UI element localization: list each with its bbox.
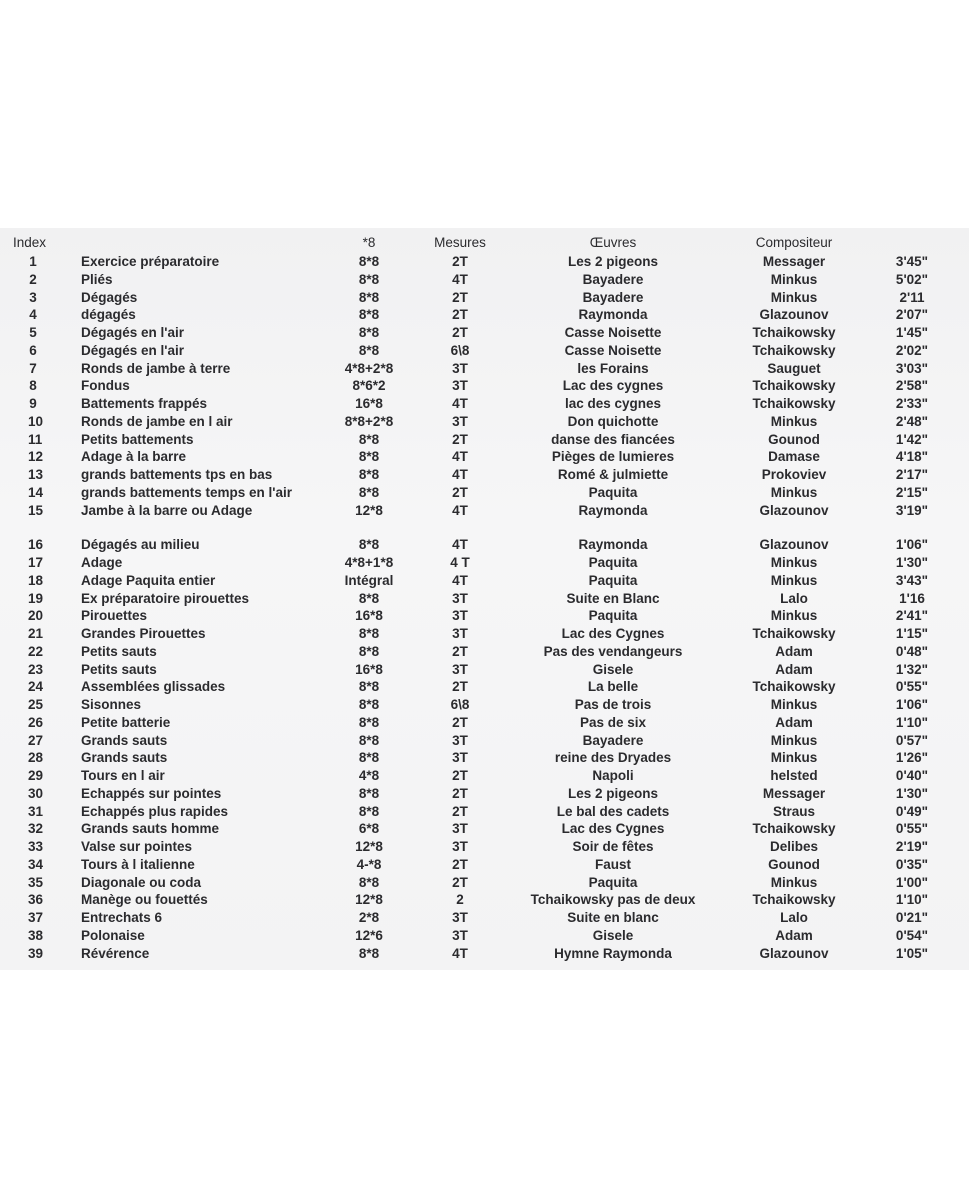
row-index: 8: [29, 378, 37, 394]
row-index: 38: [28, 927, 44, 943]
table-row: 14 grands battements temps en l'air 8*8 2T Paquita Minkus 2'15": [28, 484, 929, 500]
row-exercise: Grandes Pirouettes: [81, 626, 206, 641]
row-index: 4: [29, 307, 37, 323]
row-index: 22: [28, 643, 44, 659]
table-row: 20 Pirouettes 16*8 3T Paquita Minkus 2'41": [28, 608, 929, 624]
row-index: 15: [28, 502, 44, 518]
row-index: 37: [28, 910, 44, 925]
row-index: 39: [28, 945, 44, 961]
row-index: 26: [28, 714, 44, 730]
row-index: 5: [29, 325, 37, 340]
row-index: 7: [29, 360, 37, 376]
row-exercise: Dégagés au milieu: [81, 537, 200, 553]
table-row: 32 Grands sauts homme 6*8 3T Lac des Cygnes Tchaikowsky 0'55": [28, 821, 929, 837]
row-exercise: Tours à l italienne: [81, 856, 195, 872]
table-row: 31 Echappés plus rapides 8*8 2T Le bal des cadets Straus 0'49": [28, 803, 929, 819]
row-index: 6: [29, 342, 37, 358]
table-row: 3 Dégagés 8*8 2T Bayadere Minkus 2'11: [29, 289, 925, 305]
row-index: 16: [28, 537, 44, 553]
row-exercise: Petits battements: [81, 431, 194, 447]
row-exercise: Ex préparatoire pirouettes: [81, 590, 250, 606]
table-row: 33 Valse sur pointes 12*8 3T Soir de fêtes Delibes 2'19": [28, 839, 929, 854]
table-row: 35 Diagonale ou coda 8*8 2T Paquita Minkus 1'00": [28, 874, 929, 890]
table-row: 6 Dégagés en l'air 8*8 6\8 Casse Noisette Tchaikowsky 2'02": [29, 342, 929, 358]
row-exercise: Polonaise: [81, 927, 145, 943]
table-row: 8 Fondus 8*6*2 3T Lac des cygnes Tchaikowsky 2'58": [29, 378, 929, 394]
row-index: 31: [28, 803, 44, 819]
table-row: 2 Pliés 8*8 4T Bayadere Minkus 5'02": [29, 271, 929, 287]
table-row: 17 Adage 4*8+1*8 4 T Paquita Minkus 1'30": [28, 555, 929, 570]
row-exercise: Diagonale ou coda: [81, 874, 202, 890]
row-exercise: Manège ou fouettés: [81, 892, 208, 908]
row-exercise: Jambe à la barre ou Adage: [81, 502, 253, 518]
table-row: 13 grands battements tps en bas 8*8 4T Romé & julmiette Prokoviev 2'17": [28, 467, 929, 482]
row-exercise: Adage à la barre: [81, 449, 187, 465]
row-exercise: Echappés sur pointes: [81, 785, 222, 801]
table-row: 9 Battements frappés 16*8 4T lac des cygnes Tchaikowsky 2'33": [29, 396, 929, 411]
row-index: 29: [28, 768, 44, 783]
table-row: 26 Petite batterie 8*8 2T Pas de six Adam 1'10": [28, 714, 929, 730]
row-index: 23: [28, 661, 44, 677]
row-index: 18: [28, 572, 44, 588]
row-index: 2: [29, 271, 37, 287]
row-index: 19: [28, 590, 44, 606]
row-index: 30: [28, 785, 44, 801]
table-row: 39 Révérence 8*8 4T Hymne Raymonda Glazounov 1'05": [28, 945, 929, 961]
row-exercise: dégagés: [81, 307, 136, 323]
row-exercise: Sisonnes: [81, 697, 142, 712]
row-exercise: Grands sauts homme: [81, 821, 220, 837]
table-row: 5 Dégagés en l'air 8*8 2T Casse Noisette Tchaikowsky 1'45": [29, 325, 929, 340]
row-exercise: Adage Paquita entier: [81, 572, 216, 588]
row-index: 10: [28, 413, 44, 429]
table-row: 21 Grandes Pirouettes 8*8 3T Lac des Cygnes Tchaikowsky 1'15": [28, 626, 929, 641]
row-exercise: Adage: [81, 555, 123, 570]
table-row: 10 Ronds de jambe en l air 8*8+2*8 3T Don quichotte Minkus 2'48": [28, 413, 929, 429]
row-exercise: Petits sauts: [81, 643, 157, 659]
row-exercise: Assemblées glissades: [81, 679, 226, 695]
row-exercise: Petits sauts: [81, 661, 157, 677]
table-row: 38 Polonaise 12*6 3T Gisele Adam 0'54": [28, 927, 929, 943]
table-row: 12 Adage à la barre 8*8 4T Pièges de lumieres Damase 4'18": [28, 449, 929, 465]
row-index: 24: [28, 679, 44, 695]
row-exercise: Ronds de jambe à terre: [81, 360, 231, 376]
row-exercise: Ronds de jambe en l air: [81, 413, 233, 429]
table-row: 27 Grands sauts 8*8 3T Bayadere Minkus 0'57": [28, 732, 929, 748]
scanned-sheet: [0, 228, 969, 970]
table-row: 25 Sisonnes 8*8 6\8 Pas de trois Minkus 1'06": [28, 697, 929, 712]
row-exercise: Dégagés en l'air: [81, 342, 185, 358]
row-index: 28: [28, 750, 44, 766]
table-row: 37 Entrechats 6 2*8 3T Suite en blanc Lalo 0'21": [28, 910, 929, 925]
table-row: 15 Jambe à la barre ou Adage 12*8 4T Raymonda Glazounov 3'19": [28, 502, 929, 518]
table-row: 34 Tours à l italienne 4-*8 2T Faust Gounod 0'35": [28, 856, 929, 872]
table-row: 19 Ex préparatoire pirouettes 8*8 3T Suite en Blanc Lalo 1'16: [28, 590, 925, 606]
table-row: 18 Adage Paquita entier Intégral 4T Paquita Minkus 3'43": [28, 572, 929, 588]
row-exercise: Battements frappés: [81, 396, 208, 411]
table-row: 4 dégagés 8*8 2T Raymonda Glazounov 2'07": [29, 307, 929, 323]
table-row: 22 Petits sauts 8*8 2T Pas des vendangeurs Adam 0'48": [28, 643, 929, 659]
row-index: 12: [28, 449, 44, 465]
table-row: 7 Ronds de jambe à terre 4*8+2*8 3T les Forains Sauguet 3'03": [29, 360, 929, 376]
table-row: 28 Grands sauts 8*8 3T reine des Dryades Minkus 1'26": [28, 750, 929, 766]
row-exercise: Tours en l air: [81, 768, 165, 783]
row-index: 35: [28, 874, 44, 890]
row-index: 27: [28, 732, 44, 748]
table-row: 11 Petits battements 8*8 2T danse des fiancées Gounod 1'42": [28, 431, 929, 447]
table-row: 16 Dégagés au milieu 8*8 4T Raymonda Glazounov 1'06": [28, 537, 929, 553]
table-row: 1 Exercice préparatoire 8*8 2T Les 2 pigeons Messager 3'45": [29, 254, 929, 269]
row-exercise: Exercice préparatoire: [81, 254, 220, 269]
row-exercise: Révérence: [81, 945, 150, 961]
row-exercise: Dégagés: [81, 289, 138, 305]
row-index: 20: [28, 608, 44, 624]
row-exercise: grands battements tps en bas: [81, 467, 273, 482]
row-exercise: Pliés: [81, 271, 113, 287]
row-exercise: Grands sauts: [81, 750, 168, 766]
row-exercise: Echappés plus rapides: [81, 803, 229, 819]
table-row: 36 Manège ou fouettés 12*8 2 Tchaikowsky pas de deux Tchaikowsky 1'10": [28, 892, 929, 908]
row-index: 13: [28, 467, 44, 482]
row-exercise: Entrechats 6: [81, 910, 163, 925]
table-row: 29 Tours en l air 4*8 2T Napoli helsted 0'40": [28, 768, 929, 783]
row-exercise: Grands sauts: [81, 732, 168, 748]
row-index: 1: [29, 254, 37, 269]
row-index: 3: [29, 289, 37, 305]
row-exercise: Valse sur pointes: [81, 839, 193, 854]
row-index: 32: [28, 821, 44, 837]
row-exercise: Fondus: [81, 378, 130, 394]
row-index: 36: [28, 892, 44, 908]
row-index: 11: [28, 431, 43, 447]
row-index: 21: [28, 626, 44, 641]
row-index: 9: [29, 396, 37, 411]
row-index: 34: [28, 856, 44, 872]
table-row: 24 Assemblées glissades 8*8 2T La belle Tchaikowsky 0'55": [28, 679, 929, 695]
header-index: Index: [13, 235, 47, 250]
row-exercise: Pirouettes: [81, 608, 148, 624]
row-exercise: Dégagés en l'air: [81, 325, 185, 340]
row-exercise: grands battements temps en l'air: [81, 484, 293, 500]
row-index: 25: [28, 697, 44, 712]
row-index: 14: [28, 484, 44, 500]
table-row: 30 Echappés sur pointes 8*8 2T Les 2 pigeons Messager 1'30": [28, 785, 929, 801]
row-index: 33: [28, 839, 44, 854]
row-index: 17: [28, 555, 44, 570]
table-row: 23 Petits sauts 16*8 3T Gisele Adam 1'32": [28, 661, 929, 677]
row-exercise: Petite batterie: [81, 714, 171, 730]
table-header: Index *8 Mesures Œuvres Compositeur: [13, 235, 833, 250]
